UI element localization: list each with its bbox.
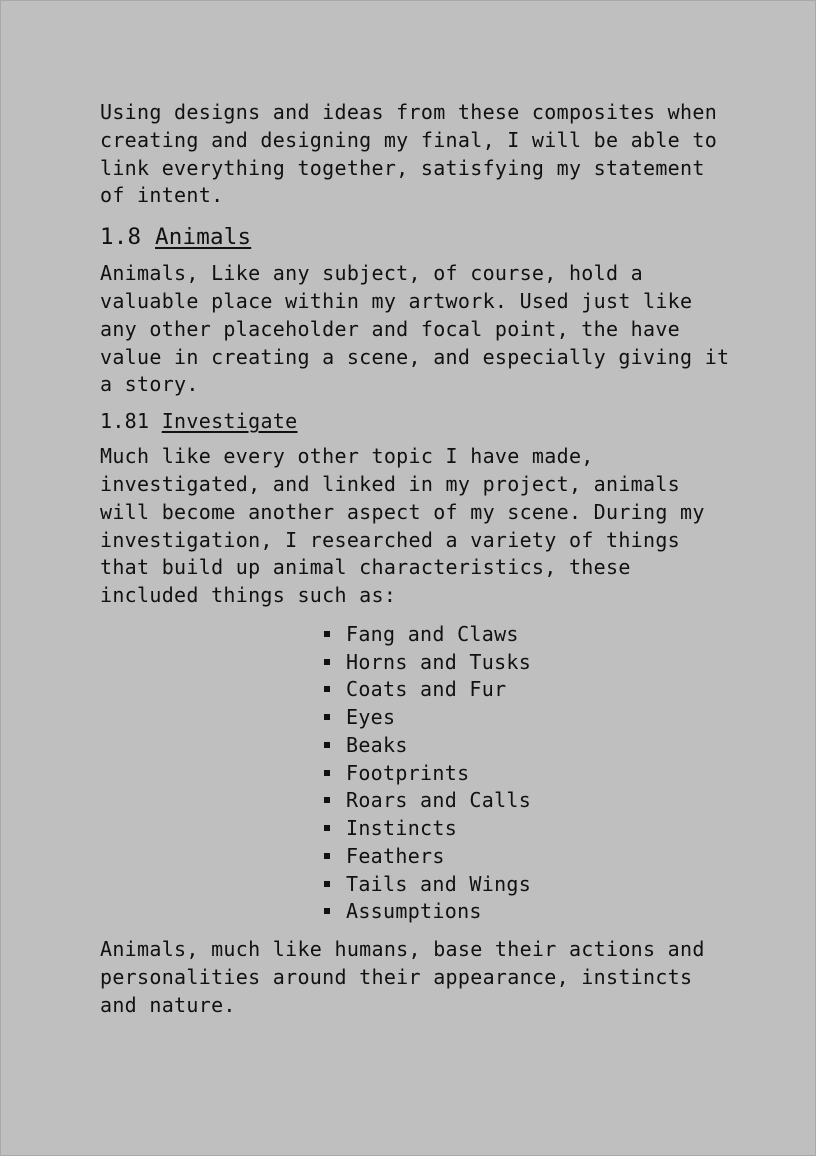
list-item-text: Feathers (346, 843, 445, 868)
section-title: Animals (155, 224, 252, 251)
list-item-text: Horns and Tusks (346, 649, 532, 674)
bullet-square-icon (324, 742, 330, 748)
subsection-number: 1.81 (100, 409, 150, 434)
bullet-square-icon (324, 825, 330, 831)
list-item-text: Eyes (346, 705, 396, 730)
list-item (322, 732, 740, 760)
list-item-text: Tails and Wings (346, 871, 532, 896)
closing-paragraph: Animals, much like humans, base their actions and personalities around their appearance, instincts and nature. (100, 937, 705, 1017)
section-heading-animals (100, 222, 740, 252)
list-item (322, 621, 740, 649)
intro-paragraph: Using designs and ideas from these composites when creating and designing my final, I will be able to link everything together, satisfying my statement of intent. (100, 100, 718, 208)
list-item (322, 787, 740, 815)
list-item (322, 649, 740, 677)
subsection-title: Investigate (161, 409, 298, 434)
list-item-text: Beaks (346, 732, 408, 757)
page-content (100, 99, 740, 1020)
bullet-square-icon (324, 631, 330, 637)
list-item (322, 843, 740, 871)
animals-intro-paragraph: Animals, Like any subject, of course, hold a valuable place within my artwork. Used just like any other placeholder and focal point, the have value in creating a scene, and especially giving it a story. (100, 261, 730, 397)
list-item (322, 760, 740, 788)
list-item (322, 815, 740, 843)
list-item (322, 676, 740, 704)
bullet-square-icon (324, 908, 330, 914)
list-item-text: Coats and Fur (346, 677, 507, 702)
list-item (322, 871, 740, 899)
bullet-square-icon (324, 659, 330, 665)
bullet-square-icon (324, 714, 330, 720)
investigate-paragraph: Much like every other topic I have made, investigated, and linked in my project, animals will become another aspect of my scene. During my investigation, I researched a variety of things that build up animal characteristics, these included things such as: (100, 444, 705, 608)
characteristics-list (322, 621, 740, 926)
list-item (322, 898, 740, 926)
bullet-square-icon (324, 686, 330, 692)
list-item-text: Footprints (346, 760, 470, 785)
bullet-square-icon (324, 797, 330, 803)
list-item-text: Instincts (346, 816, 458, 841)
list-item (322, 704, 740, 732)
section-number: 1.8 (100, 224, 142, 251)
list-item-text: Roars and Calls (346, 788, 532, 813)
list-item-text: Assumptions (346, 899, 482, 924)
list-item-text: Fang and Claws (346, 621, 519, 646)
bullet-square-icon (324, 853, 330, 859)
bullet-square-icon (324, 881, 330, 887)
bullet-square-icon (324, 770, 330, 776)
subsection-heading-investigate (100, 408, 740, 435)
